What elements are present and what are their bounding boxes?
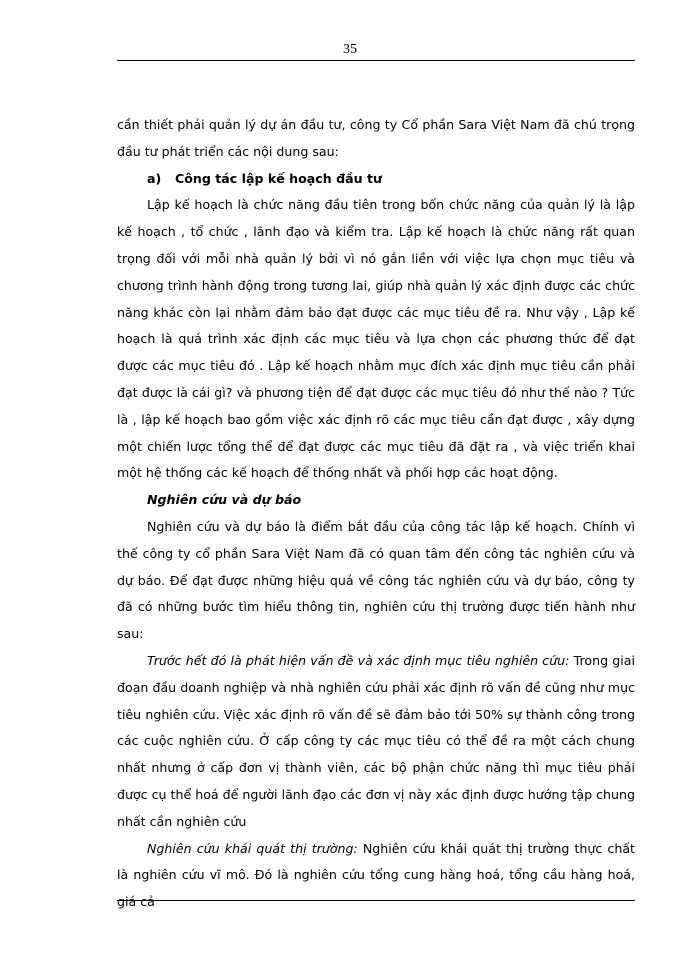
subheading-research: Nghiên cứu và dự báo [147,492,302,508]
paragraph-problem-definition-text: Trong giai đoạn đầu doanh nghiệp và nhà nghiên cứu phải xác định rõ vấn đề cũng như mục tiêu nghiên cứu. Việc xác định rõ vấn đề sẽ đảm bảo tới 50% sự thành công trong các cuộc nghiên cứu. Ở cấp công ty các mục tiêu có thể đề ra một cách chung nhất nhưng ở cấp đơn vị thành viên, các bộ phận chức năng thì mục tiêu phải được cụ thể hoá để người lãnh đạo các đơn vị này xác định được hướng tập chung nhất cần nghiên cứu [117,652,635,829]
emphasis-market-overview: Nghiên cứu khái quát thị trường: [147,840,358,856]
paragraph-intro: cần thiết phải quản lý dự án đầu tư, công ty Cổ phần Sara Việt Nam đã chú trọng đầu tư phát triển các nội dung sau: [117,117,635,159]
header-rule [117,60,635,61]
section-heading-a [117,166,635,193]
page-number: 35 [343,42,357,57]
page-content [117,112,635,916]
paragraph-market-overview-text: Nghiên cứu khái quát thị trường thực chất là nghiên cứu vĩ mô. Đó là nghiên cứu tổng cung hàng hoá, tổng cầu hàng hoá, giá cả [117,840,635,910]
paragraph-problem-definition [117,648,635,836]
footer-rule [117,900,635,901]
emphasis-problem-definition: Trước hết đó là phát hiện vấn đề và xác định mục tiêu nghiên cứu: [147,652,570,668]
paragraph-research: Nghiên cứu và dự báo là điểm bắt đầu của công tác lập kế hoạch. Chính vì thế công ty cổ phần Sara Việt Nam đã có quan tâm đến công tác nghiên cứu và dự báo. Để đạt được những hiệu quả về công tác nghiên cứu và dự báo, công ty đã có những bước tìm hiểu thông tin, nghiên cứu thị trường được tiến hành như sau: [117,518,635,642]
section-title: Công tác lập kế hoạch đầu tư [175,170,382,186]
paragraph-market-overview [117,836,635,916]
section-letter: a) [147,170,162,186]
paragraph-planning: Lập kế hoạch là chức năng đầu tiên trong bốn chức năng của quản lý là lập kế hoạch , tổ chức , lãnh đạo và kiểm tra. Lập kế hoạch là chức năng rất quan trọng đối với mỗi nhà quản lý bởi vì nó gắn liền với việc lựa chọn mục tiêu và chương trình hành động trong tương lai, giúp nhà quản lý xác định được các chức năng khác còn lại nhằm đảm bảo đạt được các mục tiêu đề ra. Như vậy , Lập kế hoạch là quá trình xác định các mục tiêu và lựa chọn các phương thức để đạt được các mục tiêu đó . Lập kế hoạch nhằm mục đích xác định mục tiêu cần phải đạt được là cái gì? và phương tiện để đạt được các mục tiêu đó như thế nào ? Tức là , lập kế hoạch bao gồm việc xác định rõ các mục tiêu cần đạt được , xây dựng một chiến lược tổng thể để đạt được các mục tiêu đã đặt ra , và việc triển khai một hệ thống các kế hoạch để thống nhất và phối hợp các hoạt động. [117,197,635,481]
